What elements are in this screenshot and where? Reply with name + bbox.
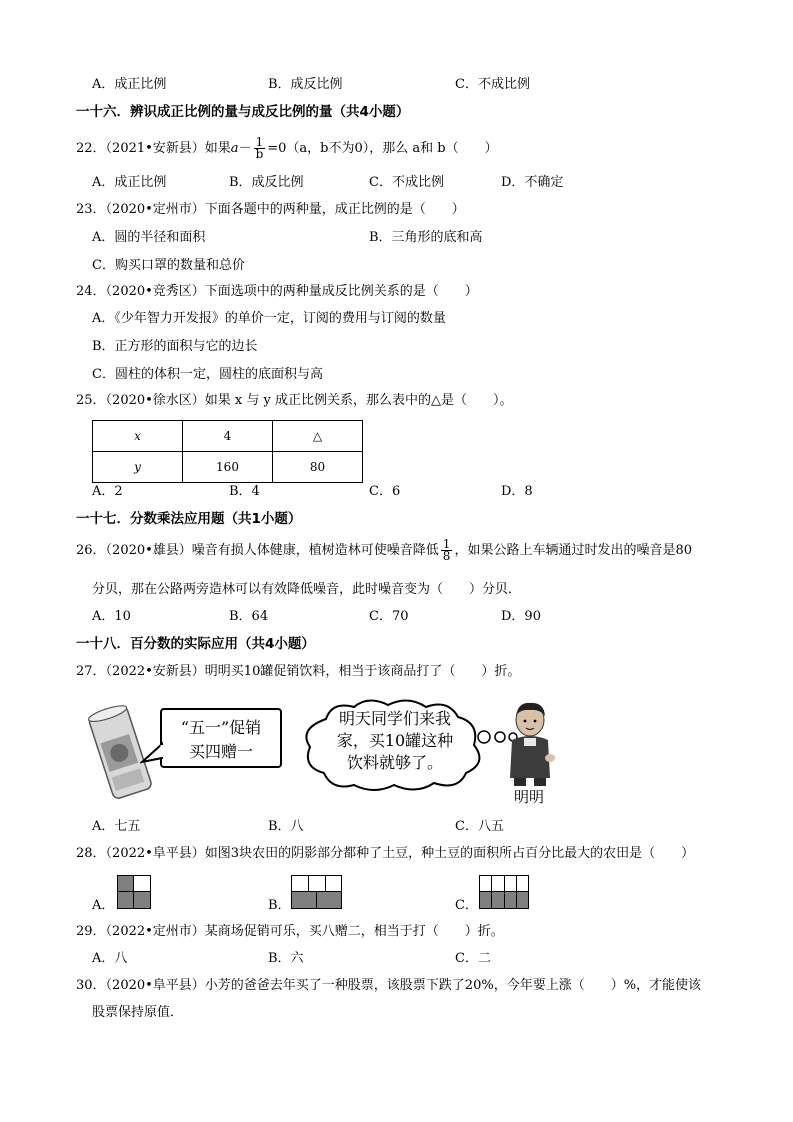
question-29: 29．（2022•定州市）某商场促销可乐，买八赠二，相当于打（ ）折。: [76, 924, 504, 939]
question-27: 27．（2022•安新县）明明买10罐促销饮料，相当于该商品打了（ ）折。: [76, 664, 521, 679]
q25-option-c: C．6: [369, 484, 401, 499]
field-cell: [133, 875, 151, 892]
q26-frac-denominator: 8: [442, 549, 451, 563]
q28-option-b: B．: [268, 898, 291, 913]
q22-suffix: =0（a，b不为0），那么 a和 b（ ）: [267, 141, 498, 156]
field-cell: [491, 891, 505, 909]
q24-option-a: A．《少年智力开发报》的单价一定，订阅的费用与订阅的数量: [92, 311, 446, 326]
q25-option-b: B．4: [229, 484, 260, 499]
question-24: 24．（2020•竞秀区）下面选项中的两种量成反比例关系的是（ ）: [76, 284, 478, 299]
q26-frac-numerator: 1: [442, 537, 451, 551]
q22-option-c: C．不成比例: [369, 175, 444, 190]
question-30-line2: 股票保持原值．: [92, 1005, 184, 1020]
q22-frac-numerator: 1: [254, 137, 266, 149]
table-row: [93, 452, 363, 483]
q24-option-b: B．正方形的面积与它的边长: [92, 339, 258, 354]
field-cell: [117, 891, 134, 909]
q29-option-c: C．二: [455, 951, 491, 966]
promo-line-2: 买四赠一: [188, 742, 253, 761]
cloud-line-3: 饮料就够了。: [346, 753, 443, 772]
q25-table: [92, 420, 363, 483]
q26-option-c: C．70: [369, 609, 409, 624]
section-17-heading: 一十七．分数乘法应用题（共1小题）: [76, 511, 302, 527]
question-23: 23．（2020•定州市）下面各题中的两种量，成正比例的是（ ）: [76, 202, 465, 217]
q24-option-c: C．圆柱的体积一定，圆柱的底面积与高: [92, 367, 323, 382]
q23-option-c: C．购买口罩的数量和总价: [92, 258, 245, 273]
question-22: [76, 137, 498, 161]
field-a-diagram: [117, 875, 151, 909]
option-c: C．不成比例: [455, 77, 530, 92]
q27-option-a: A．七五: [92, 819, 141, 834]
q26-prefix: 26．（2020•雄县）噪音有损人体健康，植树造林可使噪音降低: [76, 543, 439, 558]
thought-cloud-text: [315, 708, 475, 774]
q25-option-a: A．2: [92, 484, 123, 499]
q22-frac-denominator: b: [255, 147, 264, 161]
q25-option-d: D．8: [501, 484, 533, 499]
q28-option-a: A．: [92, 898, 115, 913]
field-cell: [291, 875, 309, 892]
field-cell: [325, 875, 342, 892]
promo-line-1: “五一”促销: [180, 718, 262, 737]
q22-minus: －: [238, 141, 252, 156]
q26-option-b: B．64: [229, 609, 269, 624]
q22-prefix: 22．（2021•安新县）如果: [76, 141, 231, 156]
bubble-tail: [140, 740, 164, 766]
q23-option-b: B．三角形的底和高: [369, 230, 483, 245]
cloud-line-1: 明天同学们来我: [338, 709, 451, 728]
field-c-diagram: [479, 875, 529, 909]
q26-fraction: [441, 539, 453, 562]
q29-option-b: B．六: [268, 951, 304, 966]
table-row: [93, 421, 363, 452]
q29-option-a: A．八: [92, 951, 128, 966]
q27-option-b: B．八: [268, 819, 304, 834]
field-cell: [291, 891, 317, 909]
cloud-line-2: 家，买10罐这种: [336, 731, 454, 750]
table-cell: x: [93, 421, 183, 452]
field-cell: [516, 875, 529, 892]
field-cell: [516, 891, 529, 909]
table-cell: 80: [273, 452, 363, 483]
q26-option-a: A．10: [92, 609, 131, 624]
q28-option-c: C．: [455, 898, 478, 913]
boy-name-label: 明明: [514, 788, 545, 806]
table-cell: 4: [183, 421, 273, 452]
field-cell: [308, 875, 326, 892]
q22-a-var: a: [230, 141, 239, 156]
q26-option-d: D．90: [501, 609, 541, 624]
q23-option-a: A．圆的半径和面积: [92, 230, 206, 245]
q27-option-c: C．八五: [455, 819, 504, 834]
question-25: 25．（2020•徐水区）如果 x 与 y 成正比例关系，那么表中的△是（ ）。: [76, 393, 513, 408]
table-cell: y: [93, 452, 183, 483]
section-16-heading: 一十六．辨识成正比例的量与成反比例的量（共4小题）: [76, 104, 410, 120]
question-26-line1: [76, 538, 692, 564]
q22-fraction: [254, 137, 266, 160]
promo-speech-bubble: [160, 708, 282, 768]
q22-option-b: B．成反比例: [229, 175, 304, 190]
boy-illustration: [500, 700, 558, 786]
q22-option-a: A．成正比例: [92, 175, 167, 190]
field-cell: [316, 891, 342, 909]
section-18-heading: 一十八．百分数的实际应用（共4小题）: [76, 636, 315, 652]
field-b-diagram: [291, 875, 342, 909]
option-b: B．成反比例: [268, 77, 343, 92]
question-28: 28．（2022•阜平县）如图3块农田的阴影部分都种了土豆，种土豆的面积所占百分比最大的农田是（ ）: [76, 846, 695, 861]
table-cell: △: [273, 421, 363, 452]
question-26-line2: 分贝，那在公路两旁造林可以有效降低噪音，此时噪音变为（ ）分贝．: [92, 582, 522, 597]
q26-suffix: ，如果公路上车辆通过时发出的噪音是80: [454, 543, 692, 558]
field-cell: [133, 891, 151, 909]
question-30-line1: 30．（2020•阜平县）小芳的爸爸去年买了一种股票，该股票下跌了20%，今年要上涨（ ）%，才能使该: [76, 978, 702, 993]
q22-option-d: D．不确定: [501, 175, 564, 190]
option-a: A．成正比例: [92, 77, 167, 92]
table-cell: 160: [183, 452, 273, 483]
field-cell: [117, 875, 134, 892]
field-cell: [491, 875, 505, 892]
